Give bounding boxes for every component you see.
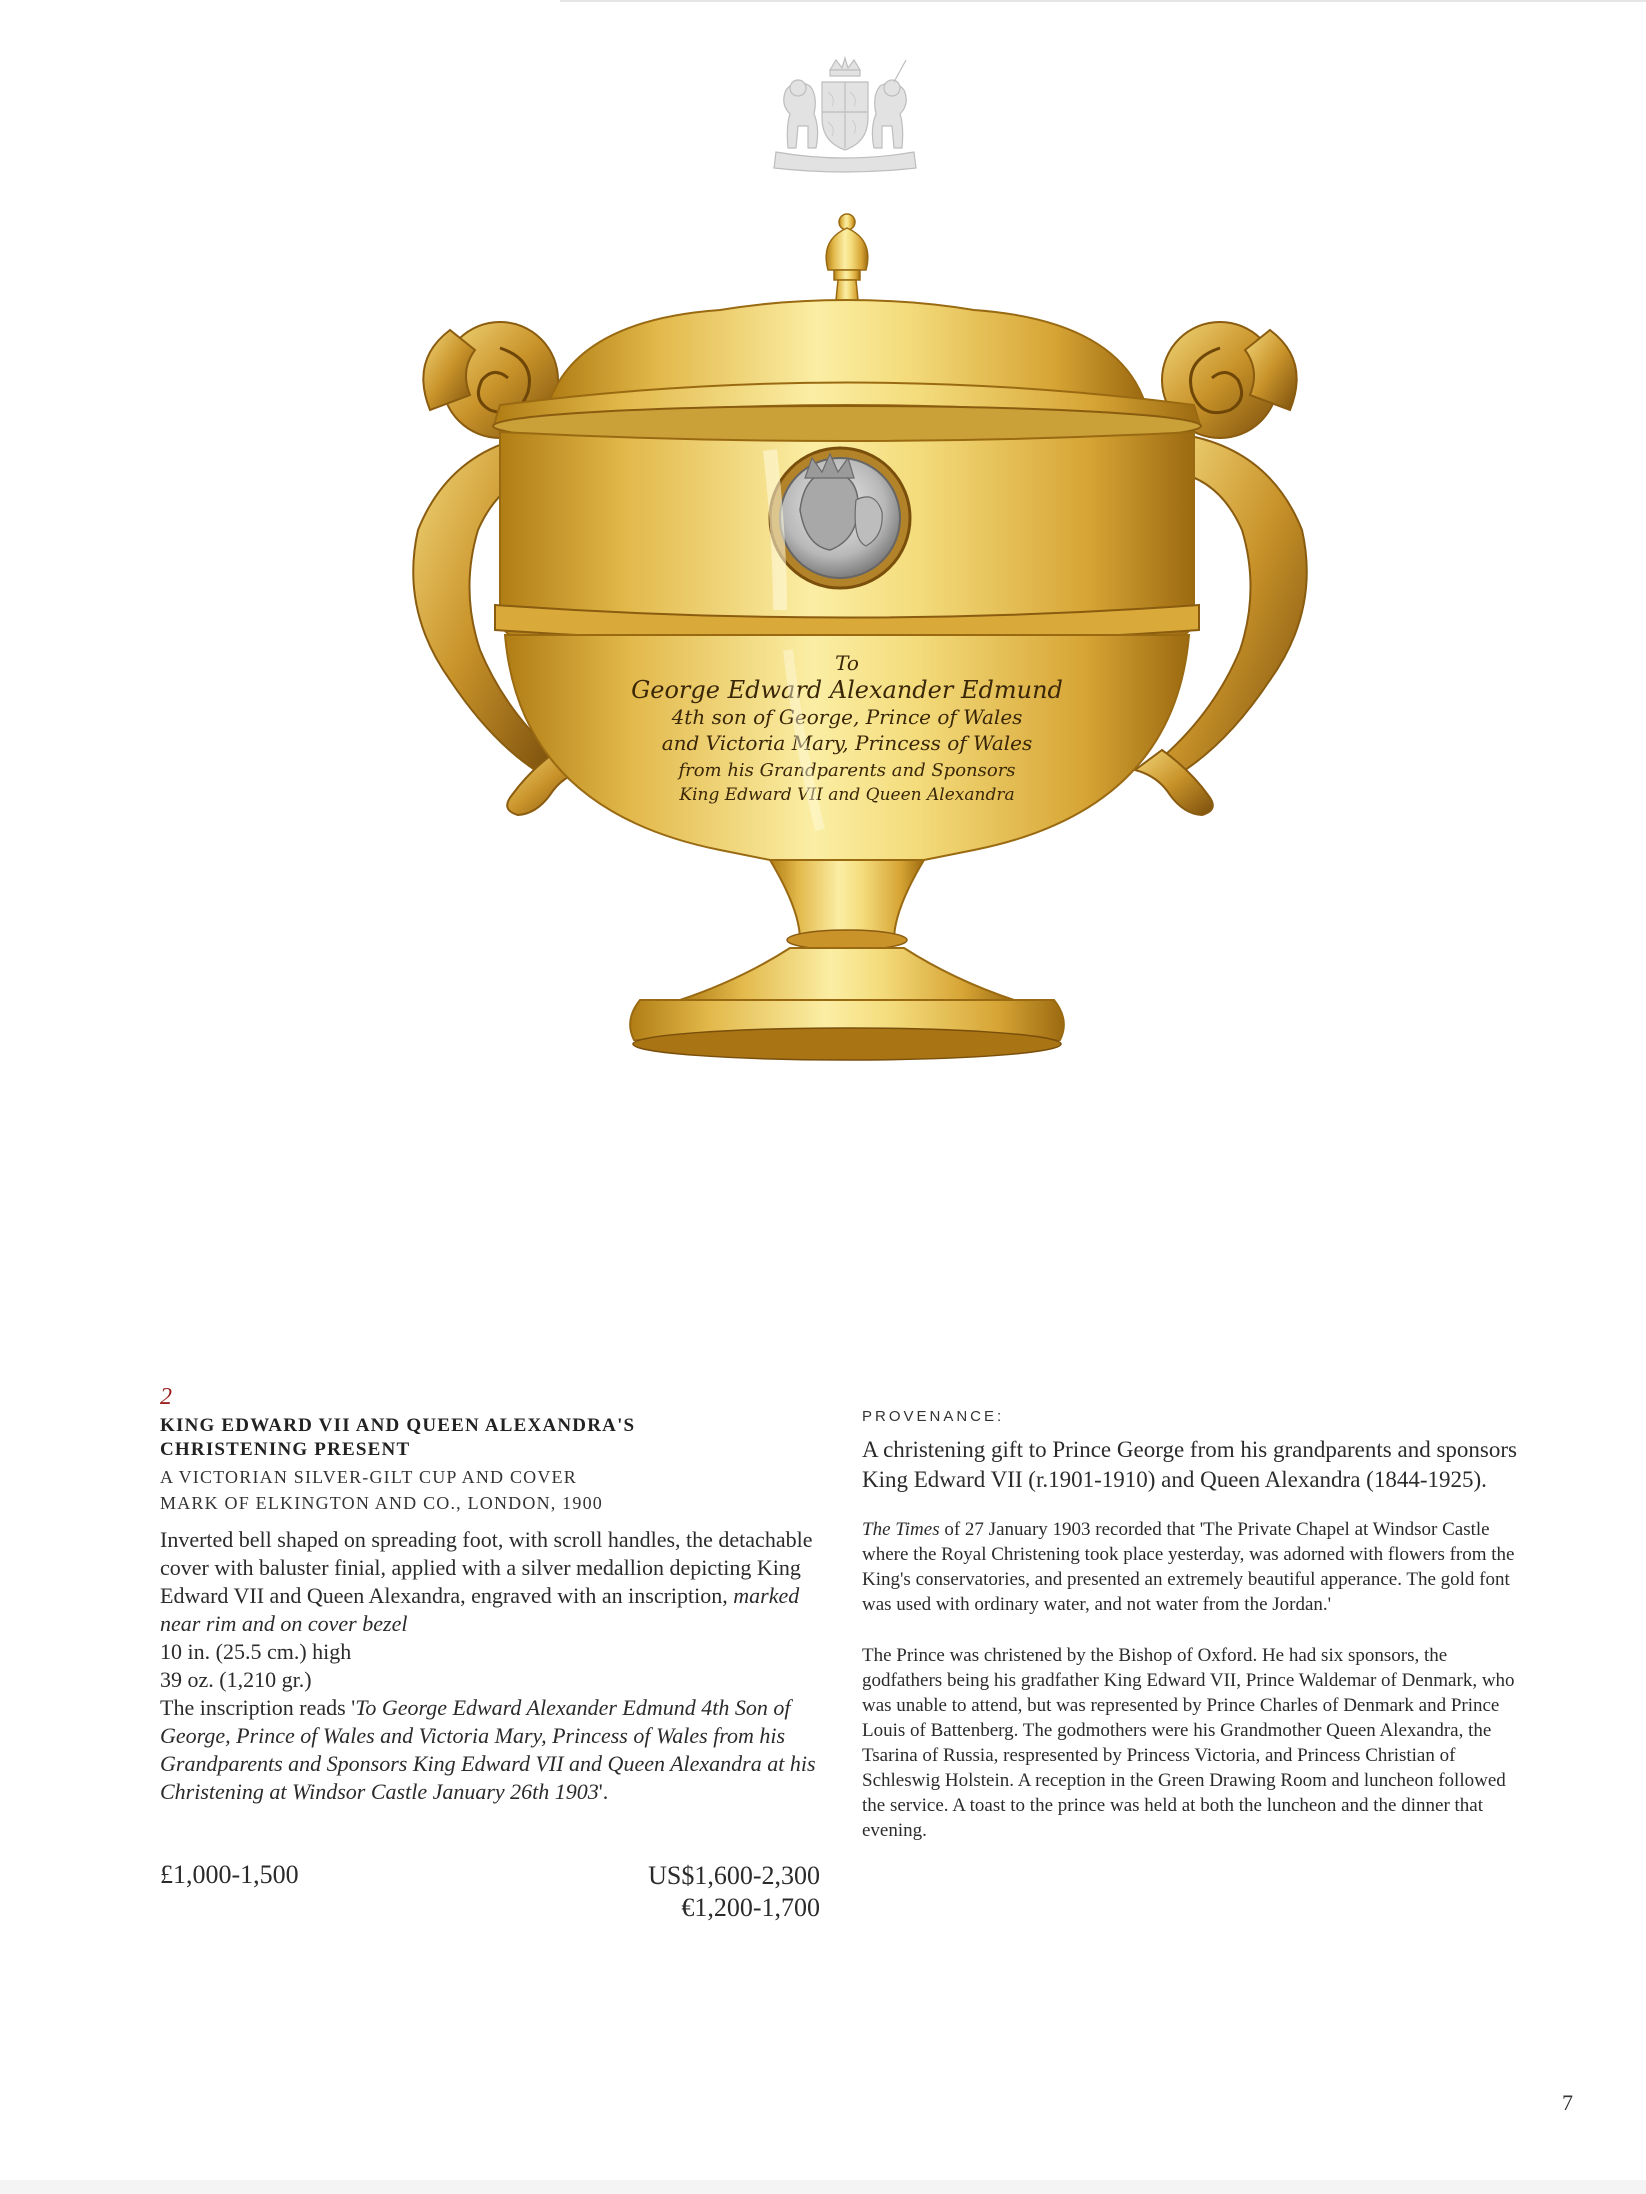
provenance-section bbox=[862, 1408, 1532, 1843]
description-text: Inverted bell shaped on spreading foot, with scroll handles, the detachable cover with baluster finial, applied with a silver medallion depicting King Edward VII and Queen Alexandra, engraved with an inscription, bbox=[160, 1527, 813, 1608]
christening-paragraph: The Prince was christened by the Bishop of Oxford. He had six sponsors, the godfathers being his gradfather King Edward VII, Prince Waldemar of Denmark, who was unable to attend, but was represented by Prince Charles of Denmark and Prince Louis of Battenberg. The godmothers were his Grandmother Queen Alexandra, the Tsarina of Russia, respresented by Princess Victoria, and Princess Christian of Schleswig Holstein. A reception in the Green Drawing Room and luncheon followed the service. A toast to the prince was held at both the luncheon and the dinner that evening. bbox=[862, 1645, 1515, 1841]
estimate-usd: US$1,600-2,300 bbox=[648, 1861, 820, 1890]
lot-subtitle-line-2: MARK OF ELKINGTON AND CO., LONDON, 1900 bbox=[160, 1493, 603, 1513]
estimate-gbp: £1,000-1,500 bbox=[160, 1860, 299, 1889]
lot-title-line-2: CHRISTENING PRESENT bbox=[160, 1439, 411, 1460]
times-paragraph bbox=[862, 1517, 1532, 1617]
lot-weight: 39 oz. (1,210 gr.) bbox=[160, 1667, 312, 1692]
bottom-rule bbox=[0, 2180, 1646, 2194]
page-number: 7 bbox=[1562, 2090, 1573, 2115]
silver-gilt-cup-image bbox=[300, 210, 1420, 1330]
engraving-line-1: To bbox=[835, 651, 859, 675]
engraving-line-6: King Edward VII and Queen Alexandra bbox=[679, 785, 1015, 805]
lot-subtitle bbox=[160, 1464, 820, 1516]
engraving-line-2: George Edward Alexander Edmund bbox=[631, 676, 1063, 704]
lot-title-line-1: KING EDWARD VII AND QUEEN ALEXANDRA'S bbox=[160, 1415, 636, 1436]
lot-height: 10 in. (25.5 cm.) high bbox=[160, 1639, 352, 1664]
description-italic: marked near rim and on cover bezel bbox=[160, 1583, 800, 1636]
engraving-line-4: and Victoria Mary, Princess of Wales bbox=[661, 731, 1033, 755]
inscription-outro: '. bbox=[598, 1779, 609, 1804]
times-source: The Times bbox=[862, 1519, 940, 1540]
engraving-line-5: from his Grandparents and Sponsors bbox=[678, 760, 1016, 781]
top-rule bbox=[560, 0, 1646, 2]
lot-description bbox=[160, 1526, 820, 1638]
engraving-line-3: 4th son of George, Prince of Wales bbox=[671, 705, 1023, 729]
silver-medallion-icon bbox=[770, 448, 910, 588]
lot-title bbox=[160, 1414, 820, 1462]
estimate-foreign bbox=[648, 1860, 820, 1924]
lot-subtitle-line-1: A VICTORIAN SILVER-GILT CUP AND COVER bbox=[160, 1467, 577, 1487]
times-text: of 27 January 1903 recorded that 'The Private Chapel at Windsor Castle where the Royal Christening took place yesterday, was adorned with flowers from the King's conservatories, and presented an extremely beautiful apperance. The gold font was used with ordinary water, and not water from the Jordan.' bbox=[862, 1519, 1515, 1615]
inscription-intro: The inscription reads ' bbox=[160, 1695, 356, 1720]
inscription-text: To George Edward Alexander Edmund 4th Son of George, Prince of Wales and Victoria Mary, Princess of Wales from his Grandparents and Sponsors King Edward VII and Queen Alexandra at his Christening at Windsor Castle January 26th 1903 bbox=[160, 1695, 816, 1804]
provenance-label: PROVENANCE: bbox=[862, 1408, 1005, 1425]
lot-number: 2 bbox=[160, 1384, 172, 1410]
provenance-text: A christening gift to Prince George from his grandparents and sponsors King Edward VII (r.1901-1910) and Queen Alexandra (1844-1925). bbox=[862, 1437, 1517, 1492]
lot-inscription bbox=[160, 1694, 820, 1806]
estimate-eur: €1,200-1,700 bbox=[681, 1893, 820, 1922]
royal-crest-icon bbox=[766, 56, 924, 174]
estimates bbox=[160, 1860, 820, 1920]
lot-details bbox=[160, 1384, 820, 1806]
